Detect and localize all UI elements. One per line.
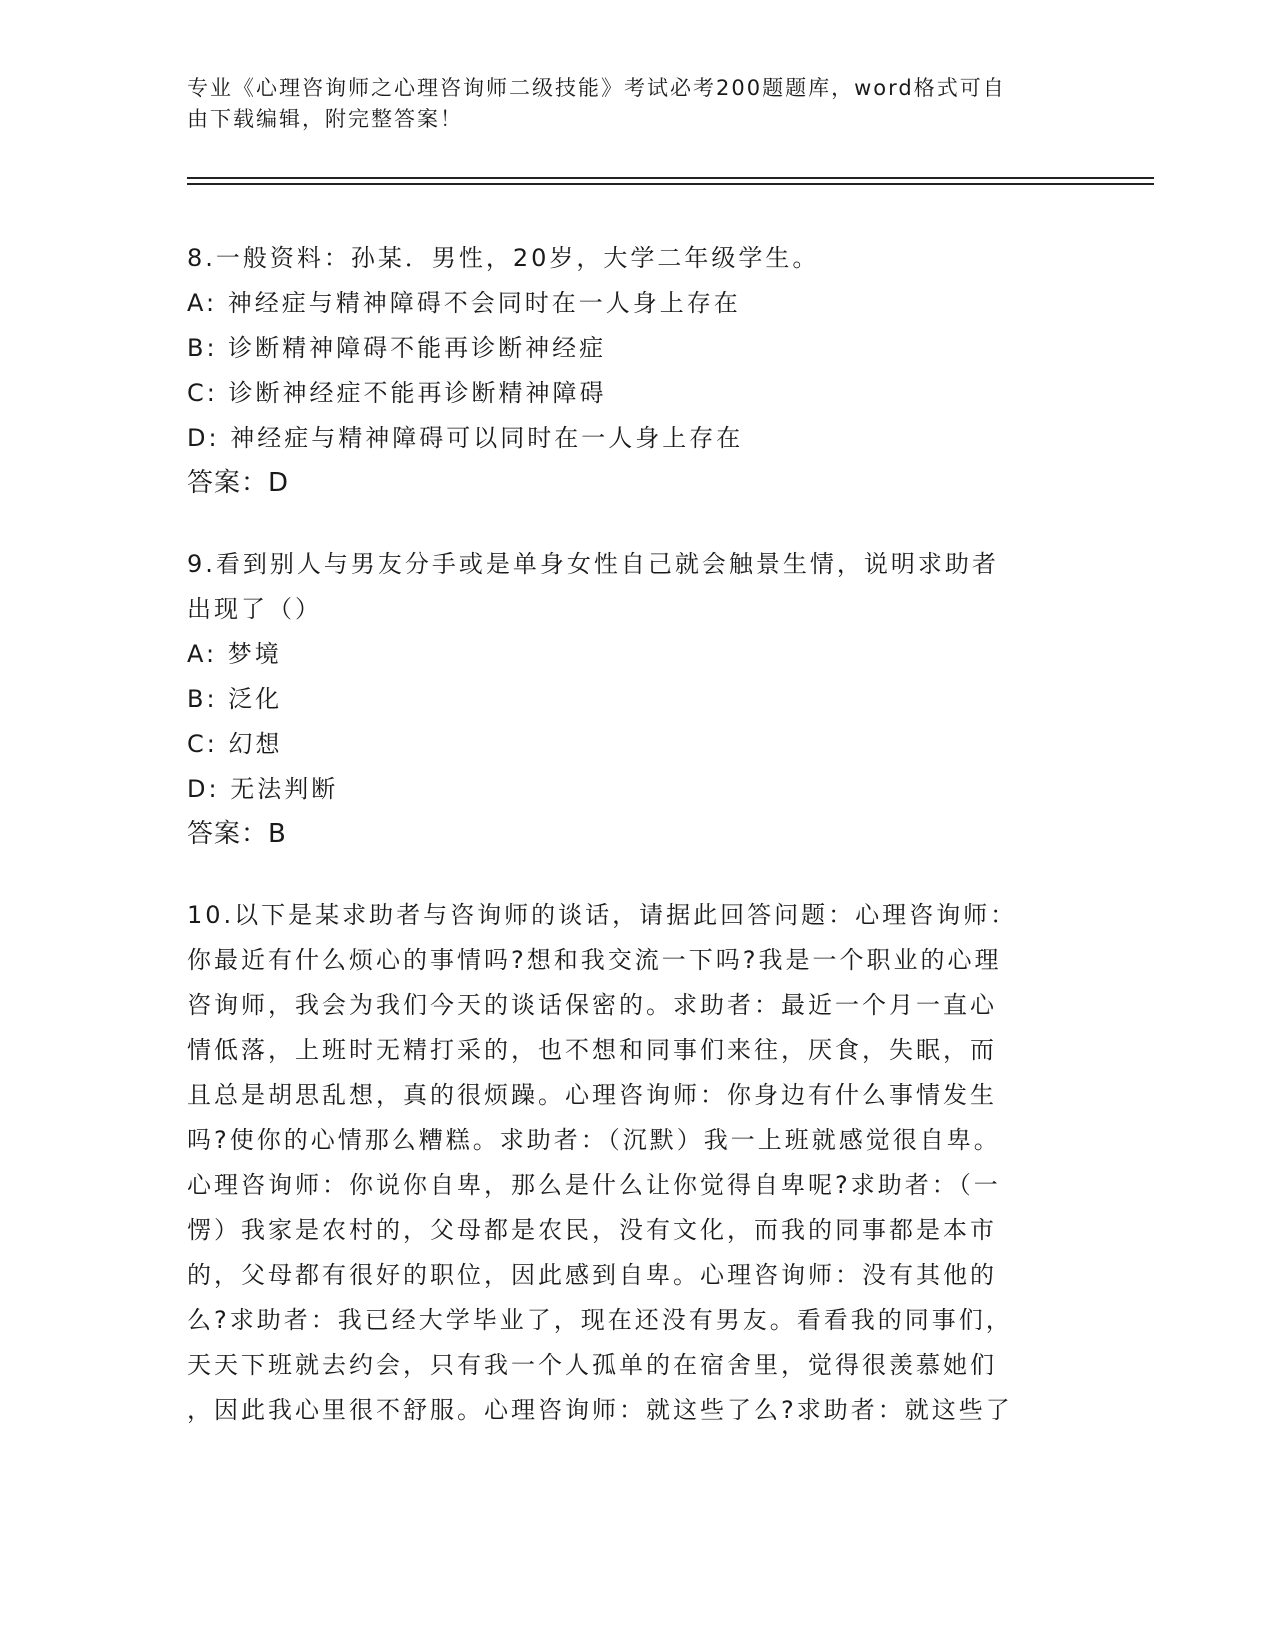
answer-text: 答案：B [187, 819, 287, 849]
option-a: A: 神经症与精神障碍不会同时在一人身上存在 [187, 289, 741, 317]
question-item [187, 893, 1067, 1433]
question-stem: 么?求助者：我已经大学毕业了，现在还没有男友。看看我的同事们， [187, 1306, 1013, 1334]
question-stem: ，因此我心里很不舒服。心理咨询师：就这些了么?求助者：就这些了 [187, 1396, 1013, 1424]
option-b: B: 诊断精神障碍不能再诊断神经症 [187, 334, 607, 362]
option-c: C: 幻想 [187, 730, 283, 758]
question-item [187, 236, 1067, 506]
header-divider [187, 183, 1154, 185]
option-d: D: 无法判断 [187, 775, 339, 803]
answer-text: 答案：D [187, 468, 290, 498]
question-stem: 且总是胡思乱想，真的很烦躁。心理咨询师：你身边有什么事情发生 [187, 1081, 997, 1109]
question-list [187, 236, 1067, 1469]
question-item [187, 542, 1067, 857]
document-header [187, 73, 1067, 135]
option-d: D: 神经症与精神障碍可以同时在一人身上存在 [187, 424, 744, 452]
question-stem: 天天下班就去约会，只有我一个人孤单的在宿舍里，觉得很羡慕她们 [187, 1351, 997, 1379]
question-stem: 情低落，上班时无精打采的，也不想和同事们来往，厌食，失眠，而 [187, 1036, 997, 1064]
option-b: B: 泛化 [187, 685, 283, 713]
question-stem: 愣）我家是农村的，父母都是农民，没有文化，而我的同事都是本市 [187, 1216, 997, 1244]
question-stem: 吗?使你的心情那么糟糕。求助者：（沉默）我一上班就感觉很自卑。 [187, 1126, 1001, 1154]
question-stem: 出现了（） [187, 595, 322, 623]
header-line: 专业《心理咨询师之心理咨询师二级技能》考试必考200题题库，word格式可自 [187, 76, 1006, 100]
option-c: C: 诊断神经症不能再诊断精神障碍 [187, 379, 607, 407]
question-stem: 你最近有什么烦心的事情吗?想和我交流一下吗?我是一个职业的心理 [187, 946, 1002, 974]
question-stem: 心理咨询师：你说你自卑，那么是什么让你觉得自卑呢?求助者：（一 [187, 1171, 1001, 1199]
header-line: 由下载编辑，附完整答案！ [187, 107, 463, 131]
header-divider [187, 177, 1154, 179]
question-stem: 的，父母都有很好的职位，因此感到自卑。心理咨询师：没有其他的 [187, 1261, 997, 1289]
question-stem: 咨询师，我会为我们今天的谈话保密的。求助者：最近一个月一直心 [187, 991, 997, 1019]
option-a: A: 梦境 [187, 640, 282, 668]
question-stem: 10.以下是某求助者与咨询师的谈话，请据此回答问题：心理咨询师： [187, 901, 1018, 929]
question-stem: 8.一般资料：孙某．男性，20岁，大学二年级学生。 [187, 244, 820, 272]
question-stem: 9.看到别人与男友分手或是单身女性自己就会触景生情，说明求助者 [187, 550, 999, 578]
